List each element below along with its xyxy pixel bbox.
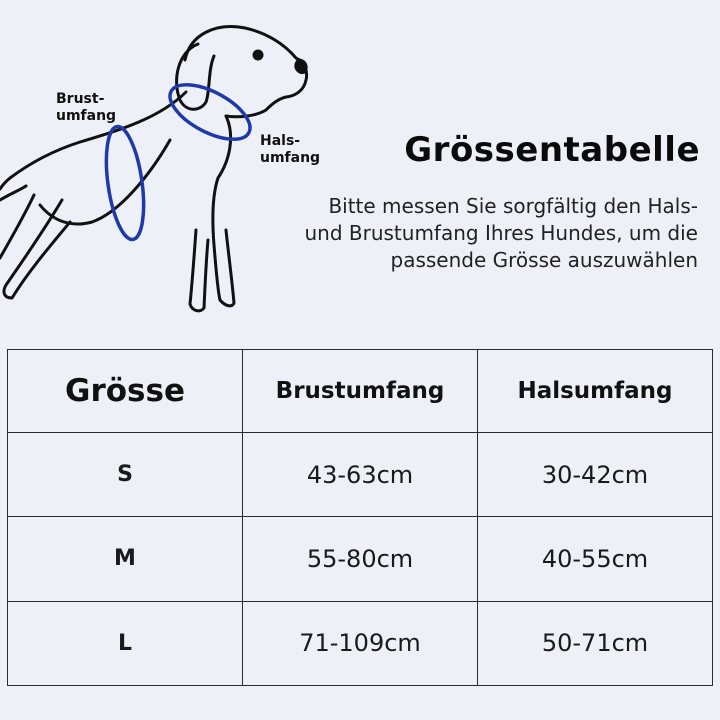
dog-front-leg-back: [190, 230, 208, 311]
table-row: [8, 517, 713, 601]
dog-ear: [177, 44, 214, 109]
dog-tail: [0, 186, 26, 200]
neck-cell: 50-71cm: [478, 601, 713, 685]
size-chart-table: [7, 349, 713, 686]
dog-hind-leg-back: [0, 195, 34, 258]
measurement-instructions: Bitte messen Sie sorgfältig den Hals- und Brustumfang Ihres Hundes, um die passende Grösse auszuwählen: [304, 194, 698, 272]
table-header-row: [8, 350, 713, 433]
dog-head: [185, 27, 307, 117]
chest-cell: 71-109cm: [243, 601, 478, 685]
chest-measure-ring: [100, 124, 150, 242]
size-cell: S: [8, 433, 243, 517]
header-neck: Halsumfang: [478, 350, 713, 433]
chest-cell: 43-63cm: [243, 433, 478, 517]
neck-cell: 40-55cm: [478, 517, 713, 601]
neck-girth-callout: [260, 133, 320, 167]
table-row: [8, 433, 713, 517]
size-cell: L: [8, 601, 243, 685]
page-title: Grössentabelle: [404, 130, 700, 170]
chest-callout-line1: Brust-: [56, 91, 105, 107]
neck-callout-line1: Hals-: [260, 133, 301, 149]
size-cell: M: [8, 517, 243, 601]
chest-callout-line2: umfang: [56, 108, 117, 124]
table-row: [8, 601, 713, 685]
dog-hind-leg: [4, 200, 70, 298]
dog-chest: [213, 116, 234, 306]
header-size: Grösse: [8, 350, 243, 433]
neck-cell: 30-42cm: [478, 433, 713, 517]
dog-nose: [296, 60, 306, 73]
dog-eye: [254, 51, 262, 59]
chest-cell: 55-80cm: [243, 517, 478, 601]
header-chest: Brustumfang: [243, 350, 478, 433]
chest-girth-callout: [56, 91, 116, 125]
neck-callout-line2: umfang: [260, 150, 321, 166]
